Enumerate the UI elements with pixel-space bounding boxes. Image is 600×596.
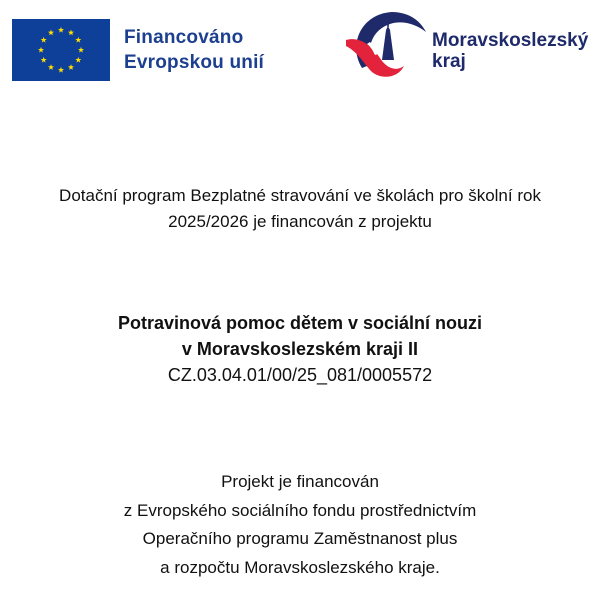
eu-funding-label — [124, 25, 264, 75]
funding-line-4: a rozpočtu Moravskoslezského kraje. — [160, 557, 440, 577]
moravskoslezsky-kraj-logo — [342, 6, 588, 84]
moravskoslezsky-kraj-label — [432, 30, 588, 72]
moravskoslezsky-kraj-emblem-icon — [342, 6, 428, 84]
region-name-line2: kraj — [432, 51, 466, 72]
funding-line-1: Projekt je financován — [221, 472, 379, 491]
eu-funding-line2: Evropskou unií — [124, 52, 265, 73]
project-code: CZ.03.04.01/00/25_081/0005572 — [167, 365, 433, 385]
eu-flag-icon — [12, 19, 110, 81]
logo-bar — [0, 0, 600, 100]
intro-line-1: Dotační program Bezplatné stravování ve školách pro školní rok — [59, 186, 541, 205]
project-info — [0, 310, 600, 388]
intro-paragraph — [0, 183, 600, 235]
intro-line-2: 2025/2026 je financován z projektu — [168, 212, 432, 231]
project-title-line-2: v Moravskoslezském kraji II — [181, 339, 419, 359]
funding-paragraph — [0, 468, 600, 582]
funding-line-2: z Evropského sociálního fondu prostřednictvím — [123, 500, 477, 520]
funding-line-3: Operačního programu Zaměstnanost plus — [142, 529, 458, 548]
region-name-line1: Moravskoslezský — [432, 30, 589, 51]
eu-funding-logo — [12, 19, 264, 81]
eu-funding-line1: Financováno — [124, 27, 244, 48]
project-title-line-1: Potravinová pomoc dětem v sociální nouzi — [117, 313, 483, 333]
